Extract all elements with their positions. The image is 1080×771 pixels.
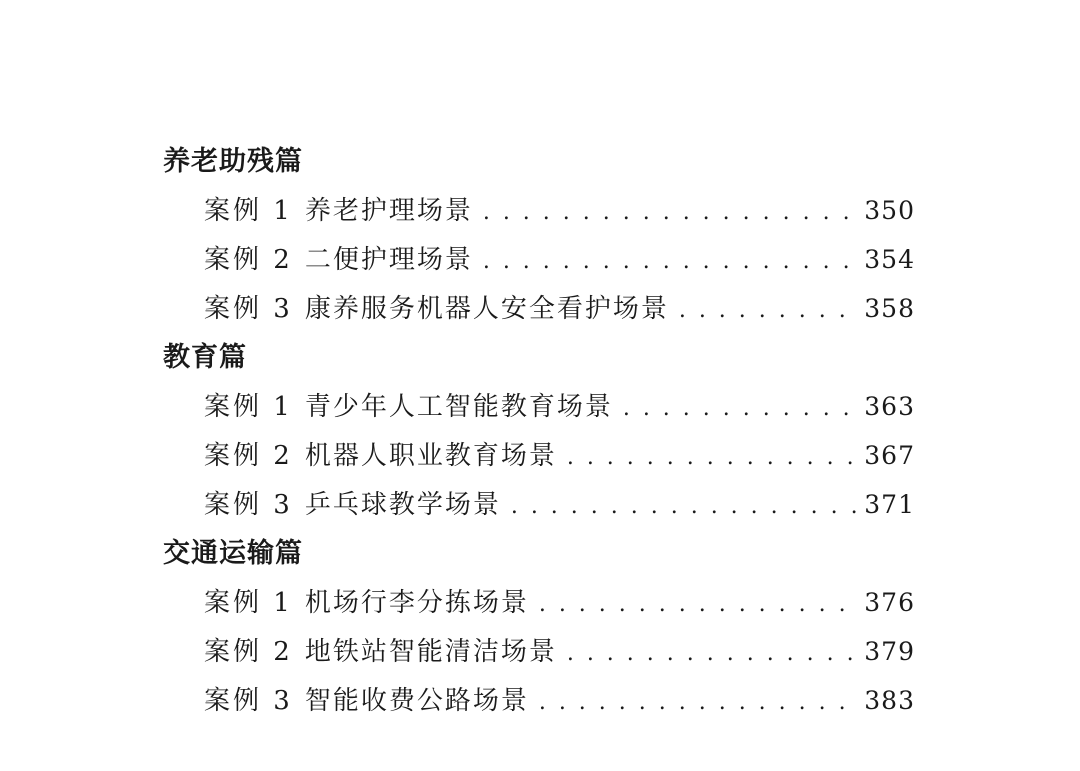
toc-entry[interactable] xyxy=(163,382,915,431)
entry-title: 机器人职业教育场景 xyxy=(304,441,557,471)
dot-leader xyxy=(483,188,858,237)
entry-case-number: 案例 2 xyxy=(204,245,293,275)
section-title: 交通运输篇 xyxy=(163,538,303,569)
toc-section-transportation xyxy=(163,529,915,725)
dot-leader xyxy=(483,237,858,286)
entry-page-number: 383 xyxy=(864,686,915,715)
dot-leader xyxy=(567,433,858,482)
entry-title: 青少年人工智能教育场景 xyxy=(304,392,613,422)
entry-title: 地铁站智能清洁场景 xyxy=(304,637,557,667)
entry-page-number: 358 xyxy=(864,294,915,323)
dot-leader xyxy=(511,482,858,531)
entry-page-number: 376 xyxy=(864,588,915,617)
toc-entry[interactable] xyxy=(163,284,915,333)
entry-case-number: 案例 1 xyxy=(204,196,293,226)
dot-leader xyxy=(567,629,858,678)
entry-page-number: 379 xyxy=(864,637,915,666)
entry-title: 养老护理场景 xyxy=(304,196,473,226)
toc-section-elderly-care xyxy=(163,137,915,333)
entry-case-number: 案例 1 xyxy=(204,588,293,618)
toc-entry[interactable] xyxy=(163,578,915,627)
dot-leader xyxy=(679,286,858,335)
entry-page-number: 367 xyxy=(864,441,915,470)
toc-entry[interactable] xyxy=(163,235,915,284)
toc-entry[interactable] xyxy=(163,676,915,725)
entry-page-number: 354 xyxy=(864,245,915,274)
entry-title: 乒乓球教学场景 xyxy=(304,490,501,520)
dot-leader xyxy=(623,384,858,433)
entry-case-number: 案例 3 xyxy=(204,686,293,716)
dot-leader xyxy=(539,678,858,727)
entry-page-number: 350 xyxy=(864,196,915,225)
toc-section-education xyxy=(163,333,915,529)
toc-entry[interactable] xyxy=(163,480,915,529)
toc-entry[interactable] xyxy=(163,627,915,676)
entry-title: 康养服务机器人安全看护场景 xyxy=(304,294,669,324)
entry-case-number: 案例 3 xyxy=(204,294,293,324)
toc-entry[interactable] xyxy=(163,186,915,235)
entry-case-number: 案例 3 xyxy=(204,490,293,520)
entry-title: 机场行李分拣场景 xyxy=(304,588,529,618)
dot-leader xyxy=(539,580,858,629)
entry-case-number: 案例 1 xyxy=(204,392,293,422)
section-title: 教育篇 xyxy=(163,342,247,373)
toc-entry[interactable] xyxy=(163,431,915,480)
table-of-contents xyxy=(163,137,915,725)
entry-case-number: 案例 2 xyxy=(204,637,293,667)
entry-title: 智能收费公路场景 xyxy=(304,686,529,716)
entry-title: 二便护理场景 xyxy=(304,245,473,275)
entry-page-number: 371 xyxy=(864,490,915,519)
section-title: 养老助残篇 xyxy=(163,146,303,177)
entry-case-number: 案例 2 xyxy=(204,441,293,471)
entry-page-number: 363 xyxy=(864,392,915,421)
